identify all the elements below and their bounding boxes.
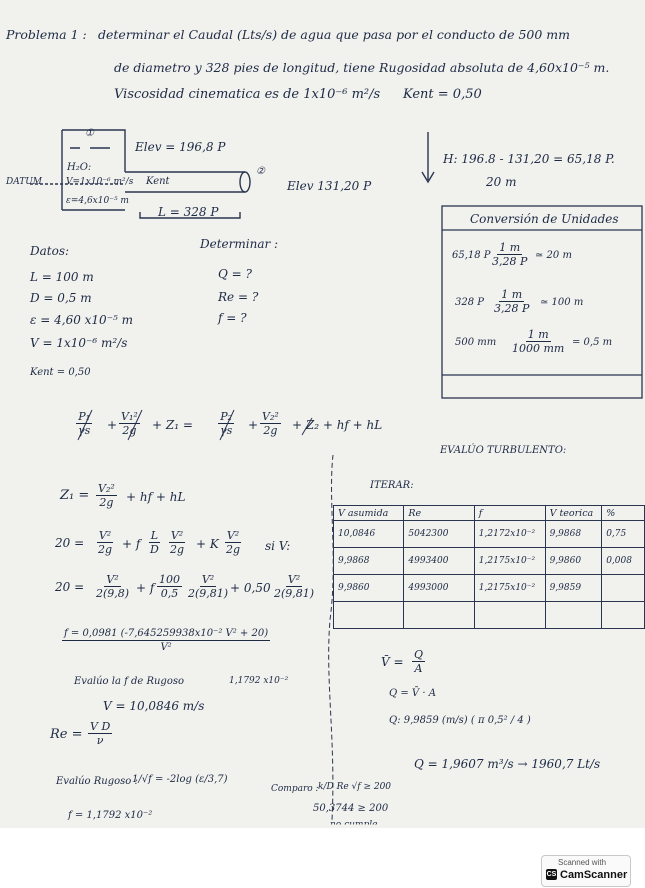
table-cell: 1,2172x10⁻² bbox=[474, 521, 545, 548]
conv-row-1-fraction bbox=[490, 241, 529, 268]
eq20-f3-num: V² bbox=[170, 529, 184, 542]
conv-row-1-den: 3,28 P bbox=[492, 255, 528, 268]
compara-label: Comparo : bbox=[271, 784, 319, 794]
table-row bbox=[334, 548, 645, 575]
conversion-title: Conversión de Unidades bbox=[470, 212, 619, 226]
col-percent: % bbox=[602, 506, 645, 521]
determinar-f: f = ? bbox=[218, 311, 247, 325]
table-cell bbox=[602, 602, 645, 629]
eq20b-f4 bbox=[272, 573, 316, 600]
table-cell: 9,9860 bbox=[334, 575, 404, 602]
camscanner-badge bbox=[541, 855, 631, 887]
scanned-with-text: Scanned with bbox=[558, 858, 607, 867]
viscosity-label: V=1x10⁻⁶ m²/s bbox=[66, 177, 134, 187]
roughness-label: ε=4,6x10⁻⁵ m bbox=[66, 196, 129, 206]
fluid-label: H₂O: bbox=[67, 162, 92, 173]
eq20-f4-num: V² bbox=[226, 529, 240, 542]
bern-z1: + Z₁ = bbox=[152, 418, 193, 432]
conv-row-2-result: ≃ 100 m bbox=[540, 297, 584, 308]
kent-label: Kent bbox=[146, 176, 170, 187]
conv-row-2-fraction bbox=[492, 288, 531, 315]
head-equation: H: 196.8 - 131,20 = 65,18 P. bbox=[443, 152, 615, 166]
eq20-a: 20 = bbox=[55, 536, 85, 550]
eq20-f2-den: D bbox=[150, 543, 159, 556]
table-cell: 9,9860 bbox=[545, 548, 602, 575]
q-formula: Q = V̄ · A bbox=[389, 688, 436, 699]
eq20-f1-num: V² bbox=[98, 529, 112, 542]
table-cell: 0,008 bbox=[602, 548, 645, 575]
table-cell bbox=[474, 602, 545, 629]
conv-row-2-den: 3,28 P bbox=[494, 302, 530, 315]
table-row bbox=[334, 602, 645, 629]
eq20b-f2-num: 100 bbox=[159, 573, 180, 586]
evaluo-rugoso-text: Evalúo la f de Rugoso bbox=[74, 676, 185, 687]
determinar-Q: Q = ? bbox=[218, 267, 252, 281]
eq20-siv: si V: bbox=[265, 539, 291, 553]
eq20b-plus-k: + 0,50 bbox=[230, 581, 271, 595]
eq20-f2 bbox=[148, 529, 161, 556]
eq20-plus-f: + f bbox=[122, 537, 141, 551]
datos-viscosity: V = 1x10⁻⁶ m²/s bbox=[30, 336, 128, 350]
problem-kent: Kent = 0,50 bbox=[403, 87, 482, 102]
eq20b-f1-den: 2(9,8) bbox=[96, 587, 130, 600]
evaluo-turbulento: EVALÚO TURBULENTO: bbox=[440, 445, 567, 456]
bern-v2-num: V₂² bbox=[262, 410, 279, 423]
determinar-title: Determinar : bbox=[200, 237, 279, 251]
datos-kent: Kent = 0,50 bbox=[30, 367, 91, 378]
table-cell: 1,2175x10⁻² bbox=[474, 548, 545, 575]
conv-row-2-num: 1 m bbox=[501, 288, 523, 301]
f-equation bbox=[62, 627, 270, 654]
eq20b-f2 bbox=[157, 573, 182, 600]
q-substitution: Q: 9,9859 (m/s) ( π 0,5² / 4 ) bbox=[389, 715, 531, 726]
conv-row-1-value: 65,18 P bbox=[452, 250, 491, 261]
col-re: Re bbox=[404, 506, 474, 521]
table-cell: 9,9868 bbox=[334, 548, 404, 575]
eq20b-f2-den: 0,5 bbox=[160, 587, 179, 600]
re-eq-a: Re = bbox=[50, 727, 83, 742]
eq20b-plus-f: + f bbox=[136, 581, 155, 595]
camscanner-logo-icon: CS bbox=[546, 871, 557, 878]
bern-p2-den: γs bbox=[220, 424, 233, 437]
table-cell: 1,2175x10⁻² bbox=[474, 575, 545, 602]
z1-eq-a: Z₁ = bbox=[60, 488, 90, 503]
conv-row-3-num: 1 m bbox=[527, 328, 549, 341]
vbar-den: A bbox=[414, 662, 423, 675]
head-meters: 20 m bbox=[486, 175, 517, 189]
bern-plus-1: + bbox=[107, 418, 118, 432]
re-den: ν bbox=[96, 734, 104, 747]
conv-row-2-value: 328 P bbox=[455, 297, 484, 308]
vbar-num: Q bbox=[414, 648, 424, 661]
z1-eq-frac bbox=[96, 482, 117, 509]
iteration-table-header bbox=[334, 506, 645, 521]
eq20b-f1 bbox=[94, 573, 131, 600]
table-row bbox=[334, 575, 645, 602]
z1-num: V₂² bbox=[98, 482, 115, 495]
pipe bbox=[125, 172, 245, 192]
eq20-f4 bbox=[224, 529, 242, 556]
table-cell: 10,0846 bbox=[334, 521, 404, 548]
conv-row-1-num: 1 m bbox=[499, 241, 521, 254]
problem-line-3: Viscosidad cinematica es de 1x10⁻⁶ m²/s bbox=[114, 87, 381, 102]
bern-p1 bbox=[76, 410, 92, 437]
determinar-Re: Re = ? bbox=[218, 290, 259, 304]
table-cell bbox=[334, 602, 404, 629]
eq20b-f4-num: V² bbox=[287, 573, 301, 586]
table-row bbox=[334, 521, 645, 548]
vbar-frac bbox=[412, 648, 425, 675]
col-v-teorica: V teorica bbox=[545, 506, 602, 521]
table-cell bbox=[545, 602, 602, 629]
bern-p1-den: γs bbox=[78, 424, 91, 437]
eq20-plus-k: + K bbox=[196, 537, 219, 551]
conv-row-3-fraction bbox=[510, 328, 566, 355]
bern-v1-num: V₁² bbox=[121, 410, 138, 423]
iterar-label: ITERAR: bbox=[370, 480, 414, 491]
problem-title: Problema 1 : bbox=[6, 27, 87, 42]
eq20b-f3-num: V² bbox=[201, 573, 215, 586]
conv-row-3-den: 1000 mm bbox=[512, 342, 565, 355]
z1-den: 2g bbox=[99, 496, 114, 509]
bern-plus-2: + bbox=[248, 418, 259, 432]
bern-p2 bbox=[218, 410, 234, 437]
re-num: V D bbox=[90, 720, 111, 733]
bern-v2-den: 2g bbox=[263, 424, 278, 437]
rugoso-eq-a: Evalúo Rugoso : bbox=[56, 776, 138, 787]
table-cell: 9,9868 bbox=[545, 521, 602, 548]
compara-eq: k/D Re √f ≥ 200 bbox=[318, 782, 392, 792]
vbar-a: V̄ = bbox=[381, 655, 404, 669]
conv-row-1-result: ≃ 20 m bbox=[535, 250, 572, 261]
q-result: Q = 1,9607 m³/s → 1960,7 Lt/s bbox=[414, 757, 601, 771]
datum-label: DATUM bbox=[6, 177, 43, 187]
table-cell bbox=[404, 602, 474, 629]
table-cell: 4993000 bbox=[404, 575, 474, 602]
problem-line-2: de diametro y 328 pies de longitud, tiene Rugosidad absoluta de 4,60x10⁻⁵ m. bbox=[114, 60, 610, 75]
conv-row-3-result: = 0,5 m bbox=[572, 337, 613, 348]
f-equation-den: V² bbox=[160, 642, 172, 653]
eq20b-f4-den: 2(9,81) bbox=[274, 587, 315, 600]
rugoso-eq-b: 1/√f = -2log (ε/3,7) bbox=[132, 774, 228, 785]
eq20b-f3 bbox=[186, 573, 230, 600]
eq20b-a: 20 = bbox=[55, 580, 85, 594]
iteration-table bbox=[333, 505, 645, 629]
elevation-2: Elev 131,20 P bbox=[287, 179, 372, 193]
conv-row-3-value: 500 mm bbox=[455, 337, 497, 348]
f-equation-num: f = 0,0981 (-7,645259938x10⁻² V² + 20) bbox=[64, 628, 269, 639]
eq20-f3-den: 2g bbox=[170, 543, 185, 556]
re-eq-frac bbox=[88, 720, 112, 747]
bern-v1 bbox=[119, 410, 140, 437]
bern-v2 bbox=[260, 410, 281, 437]
head-arrow bbox=[422, 132, 434, 182]
table-cell: 9,9859 bbox=[545, 575, 602, 602]
point-1-label: ① bbox=[85, 128, 94, 139]
table-cell: 0,75 bbox=[602, 521, 645, 548]
table-cell: 5042300 bbox=[404, 521, 474, 548]
datos-L: L = 100 m bbox=[30, 270, 94, 284]
col-v-asumida: V asumida bbox=[334, 506, 404, 521]
velocity-value: V = 10,0846 m/s bbox=[103, 699, 205, 713]
eq20-f3 bbox=[168, 529, 186, 556]
datos-epsilon: ε = 4,60 x10⁻⁵ m bbox=[30, 313, 134, 327]
compara-value: 50,3744 ≥ 200 bbox=[313, 803, 389, 814]
bern-p2-num: P₂ bbox=[220, 410, 233, 423]
col-f: f bbox=[474, 506, 545, 521]
elevation-1: Elev = 196,8 P bbox=[135, 140, 226, 154]
eq20-f1 bbox=[96, 529, 114, 556]
table-cell bbox=[602, 575, 645, 602]
z1-eq-d: + hf + hL bbox=[126, 490, 186, 504]
bern-v1-den: 2g bbox=[122, 424, 137, 437]
eq20-f1-den: 2g bbox=[98, 543, 113, 556]
eq20-f2-num: L bbox=[150, 529, 159, 542]
problem-line-1: determinar el Caudal (Lts/s) de agua que pasa por el conducto de 500 mm bbox=[98, 27, 570, 42]
table-cell: 4993400 bbox=[404, 548, 474, 575]
eq20-f4-den: 2g bbox=[226, 543, 241, 556]
f-final: f = 1,1792 x10⁻² bbox=[68, 810, 153, 821]
eq20b-f3-den: 2(9,81) bbox=[188, 587, 229, 600]
bern-p1-num: P₁ bbox=[78, 410, 91, 423]
point-2-label: ② bbox=[256, 166, 265, 177]
evaluo-rugoso-value: 1,1792 x10⁻² bbox=[229, 676, 289, 686]
datos-title: Datos: bbox=[30, 244, 70, 258]
camscanner-brand: CamScanner bbox=[560, 869, 628, 881]
datos-D: D = 0,5 m bbox=[30, 291, 92, 305]
pipe-end bbox=[240, 172, 250, 192]
pipe-length: L = 328 P bbox=[158, 205, 219, 219]
bern-z2: + Z₂ + hf + hL bbox=[292, 418, 383, 432]
eq20b-f1-num: V² bbox=[106, 573, 119, 586]
